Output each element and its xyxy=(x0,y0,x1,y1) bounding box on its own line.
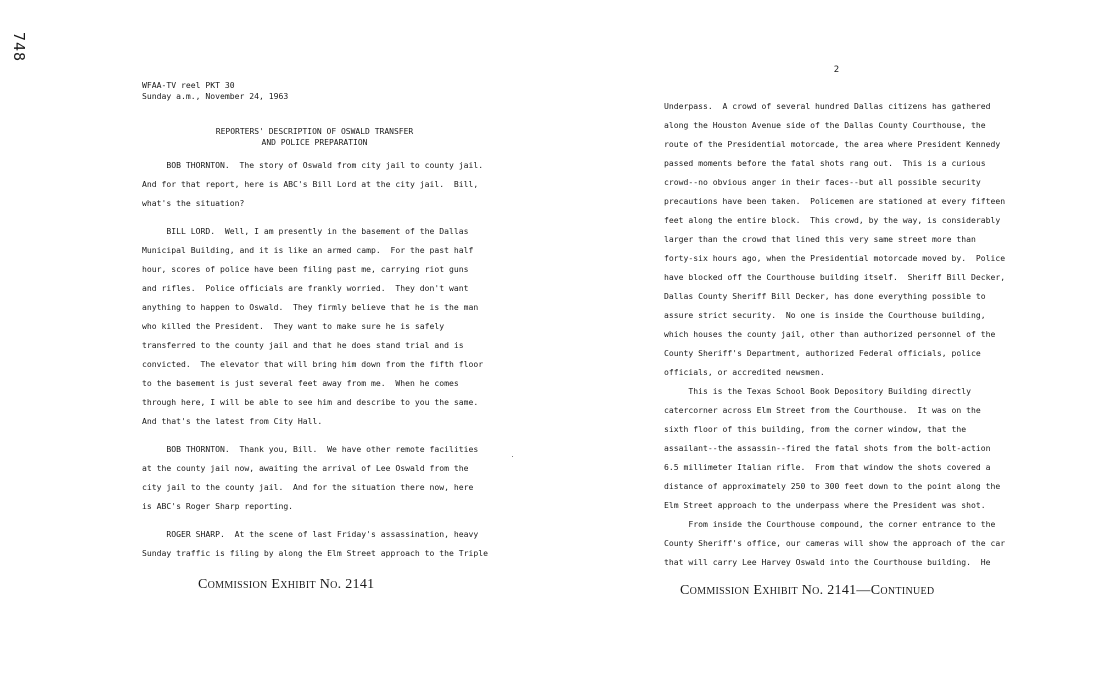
text-line: County Sheriff's office, our cameras will show the approach of the car xyxy=(664,538,1006,548)
text-line: transferred to the county jail and that he does stand trial and is xyxy=(142,340,464,350)
document-title: REPORTERS' DESCRIPTION OF OSWALD TRANSFER xyxy=(215,127,414,136)
scan-speck xyxy=(512,456,513,457)
text-line: sixth floor of this building, from the corner window, that the xyxy=(664,424,967,434)
text-line: catercorner across Elm Street from the Courthouse. It was on the xyxy=(664,405,981,415)
text-line: Dallas County Sheriff Bill Decker, has done everything possible to xyxy=(664,291,986,301)
reel-header: WFAA-TV reel PKT 30 xyxy=(142,80,235,90)
text-line: From inside the Courthouse compound, the corner entrance to the xyxy=(664,519,996,529)
text-line: assailant--the assassin--fired the fatal shots from the bolt-action xyxy=(664,443,991,453)
text-line: BOB THORNTON. Thank you, Bill. We have other remote facilities xyxy=(142,444,479,454)
text-line: 6.5 millimeter Italian rifle. From that window the shots covered a xyxy=(664,462,991,472)
text-line: anything to happen to Oswald. They firmly believe that he is the man xyxy=(142,302,479,312)
text-line: at the county jail now, awaiting the arrival of Lee Oswald from the xyxy=(142,463,469,473)
page-number: 2 xyxy=(833,65,840,75)
text-line: precautions have been taken. Policemen are stationed at every fifteen xyxy=(664,196,1006,206)
text-line: And for that report, here is ABC's Bill Lord at the city jail. Bill, xyxy=(142,179,479,189)
text-line: convicted. The elevator that will bring him down from the fifth floor xyxy=(142,359,484,369)
text-line: which houses the county jail, other than authorized personnel of the xyxy=(664,329,996,339)
text-line: and rifles. Police officials are frankly worried. They don't want xyxy=(142,283,469,293)
text-line: County Sheriff's Department, authorized Federal officials, police xyxy=(664,348,981,358)
text-line: distance of approximately 250 to 300 feet down to the point along the xyxy=(664,481,1001,491)
document-subtitle: AND POLICE PREPARATION xyxy=(261,138,368,147)
text-line: route of the Presidential motorcade, the area where President Kennedy xyxy=(664,139,1001,149)
text-line: to the basement is just several feet away from me. When he comes xyxy=(142,378,459,388)
text-line: BILL LORD. Well, I am presently in the basement of the Dallas xyxy=(142,226,469,236)
text-line: officials, or accredited newsmen. xyxy=(664,367,825,377)
side-page-number: 748 xyxy=(10,32,28,63)
paragraph-sharp-report xyxy=(142,525,487,563)
text-line: along the Houston Avenue side of the Dallas County Courthouse, the xyxy=(664,120,986,130)
text-line: feet along the entire block. This crowd, by the way, is considerably xyxy=(664,215,1001,225)
text-line: larger than the crowd that lined this very same street more than xyxy=(664,234,976,244)
text-line: crowd--no obvious anger in their faces--but all possible security xyxy=(664,177,981,187)
text-line: Underpass. A crowd of several hundred Dallas citizens has gathered xyxy=(664,101,991,111)
text-line: through here, I will be able to see him and describe to you the same. xyxy=(142,397,479,407)
exhibit-caption-left: Commission Exhibit No. 2141 xyxy=(198,577,375,592)
text-line: passed moments before the fatal shots rang out. This is a curious xyxy=(664,158,986,168)
text-line: who killed the President. They want to make sure he is safely xyxy=(142,321,445,331)
text-line: Elm Street approach to the underpass where the President was shot. xyxy=(664,500,986,510)
text-line: city jail to the county jail. And for the situation there now, here xyxy=(142,482,474,492)
text-line: Municipal Building, and it is like an armed camp. For the past half xyxy=(142,245,474,255)
text-line: forty-six hours ago, when the Presidential motorcade moved by. Police xyxy=(664,253,1006,263)
text-line: what's the situation? xyxy=(142,198,245,208)
text-line: have blocked off the Courthouse building itself. Sheriff Bill Decker, xyxy=(664,272,1006,282)
text-line: assure strict security. No one is inside the Courthouse building, xyxy=(664,310,986,320)
left-page xyxy=(142,80,487,563)
text-line: Sunday traffic is filing by along the Elm Street approach to the Triple xyxy=(142,548,488,558)
text-line: hour, scores of police have been filing past me, carrying riot guns xyxy=(142,264,469,274)
right-page xyxy=(664,65,1009,572)
paragraph-lord-report xyxy=(142,222,487,431)
paragraph-thornton-followup xyxy=(142,440,487,516)
text-line: This is the Texas School Book Depository Building directly xyxy=(664,386,971,396)
text-line: that will carry Lee Harvey Oswald into the Courthouse building. He xyxy=(664,557,991,567)
text-line: ROGER SHARP. At the scene of last Friday's assassination, heavy xyxy=(142,529,479,539)
exhibit-caption-right: Commission Exhibit No. 2141—Continued xyxy=(680,583,935,598)
date-header: Sunday a.m., November 24, 1963 xyxy=(142,91,289,101)
text-line: BOB THORNTON. The story of Oswald from city jail to county jail. xyxy=(142,160,484,170)
text-line: And that's the latest from City Hall. xyxy=(142,416,323,426)
text-line: is ABC's Roger Sharp reporting. xyxy=(142,501,294,511)
paragraph-thornton-intro xyxy=(142,156,487,213)
paragraph-sharp-continued xyxy=(664,97,1009,572)
